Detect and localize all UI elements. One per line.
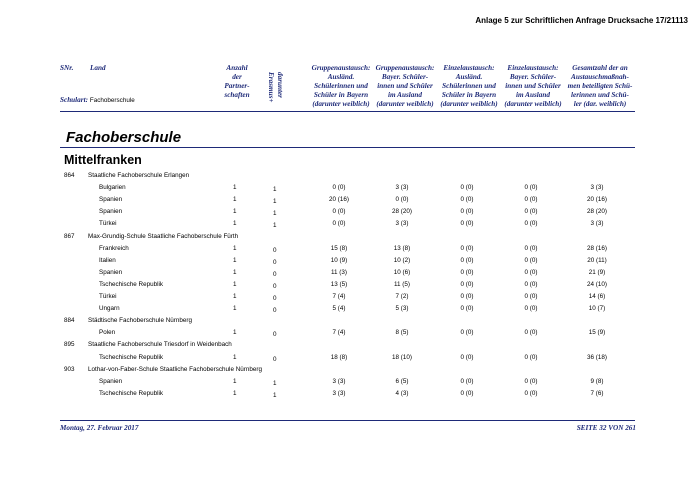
school-number: 867 [64,232,75,240]
cell-gruppen-auslaend: 5 (4) [332,305,346,313]
col-header-line: Schüler in Bayern [441,91,497,99]
cell-anzahl: 1 [233,377,237,385]
table-row [0,390,700,402]
table-row [0,208,700,220]
cell-einzel-auslaend: 0 (0) [460,353,474,361]
col-header-gruppen-auslaend [308,64,374,109]
cell-anzahl: 1 [233,256,237,264]
cell-land: Spanien [99,208,123,216]
col-header-line: Bayer. Schüler- [381,73,429,81]
cell-gruppen-bayer: 3 (3) [395,184,409,192]
cell-gruppen-auslaend: 0 (0) [332,220,346,228]
col-header-line: Gruppenaustausch: [311,64,371,72]
cell-gesamt: 3 (3) [590,220,604,228]
col-header-gesamt [563,64,637,109]
cell-gruppen-bayer: 3 (3) [395,220,409,228]
cell-darunter: 1 [273,391,277,399]
col-header-line: Ausländ. [455,73,483,81]
table-row [0,329,700,341]
cell-darunter: 0 [273,246,277,254]
col-header-gruppen-bayer [372,64,438,109]
col-header-einzel-bayer [500,64,566,109]
table-row [0,378,700,390]
col-header-line: (darunter weiblich) [504,100,562,108]
col-header-line: Gesamtzahl der an [572,64,628,72]
school-number: 884 [64,317,75,325]
cell-land: Italien [99,256,116,264]
col-header-anzahl-line: Partner- [224,82,250,90]
table-row [0,184,700,196]
section-title: Fachoberschule [66,129,182,146]
cell-land: Ungarn [99,305,120,313]
cell-gesamt: 15 (9) [588,329,606,337]
cell-einzel-auslaend: 0 (0) [460,377,474,385]
cell-gruppen-bayer: 10 (2) [393,256,411,264]
cell-land: Spanien [99,196,123,204]
cell-einzel-auslaend: 0 (0) [460,268,474,276]
cell-darunter: 0 [273,295,277,302]
table-row [0,293,700,305]
cell-einzel-bayer: 0 (0) [524,268,538,276]
cell-anzahl: 1 [233,280,237,288]
cell-gruppen-auslaend: 20 (16) [329,196,349,204]
cell-gruppen-bayer: 5 (3) [395,305,409,313]
cell-land: Bulgarien [99,184,126,192]
cell-einzel-bayer: 0 (0) [524,305,538,313]
col-header-anzahl-line: Anzahl [226,64,248,72]
cell-gruppen-bayer: 7 (2) [395,293,409,300]
col-header-line: Austauschmaßnah- [571,73,629,81]
cell-einzel-auslaend: 0 (0) [460,196,474,204]
cell-darunter: 1 [273,210,277,218]
cell-einzel-bayer: 0 (0) [524,353,538,361]
table-row [0,269,700,281]
cell-anzahl: 1 [233,353,237,361]
cell-land: Polen [99,329,116,337]
cell-darunter: 0 [273,258,277,266]
cell-gruppen-bayer: 18 (10) [392,353,412,361]
cell-anzahl: 1 [233,293,237,300]
cell-gesamt: 7 (6) [590,389,604,397]
cell-gesamt: 3 (3) [590,184,604,192]
cell-gruppen-bayer: 10 (6) [393,268,411,276]
cell-darunter: 0 [273,331,277,339]
cell-gruppen-auslaend: 0 (0) [332,208,346,216]
cell-einzel-bayer: 0 (0) [524,389,538,397]
table-row [0,220,700,232]
cell-einzel-bayer: 0 (0) [524,329,538,337]
cell-gruppen-auslaend: 7 (4) [332,329,346,337]
cell-gruppen-auslaend: 3 (3) [332,389,346,397]
schulart-value: Fachoberschule [89,97,135,104]
cell-darunter: 0 [273,355,277,363]
cell-einzel-auslaend: 0 (0) [460,244,474,252]
cell-gruppen-bayer: 28 (20) [392,208,412,216]
col-header-line: innen und Schüler [377,82,433,90]
cell-gruppen-auslaend: 15 (8) [330,244,348,252]
school-name: Staatliche Fachoberschule Triesdorf in Weidenbach [88,341,232,349]
cell-land: Tschechische Republik [99,389,164,397]
col-header-line: ler (dar. weiblich) [573,100,627,108]
cell-gesamt: 36 (18) [587,353,607,361]
col-header-line: Ausländ. [327,73,355,81]
cell-anzahl: 1 [233,208,237,216]
col-header-line: lerinnen und Schü- [571,91,629,99]
cell-gesamt: 21 (9) [588,268,606,276]
school-name: Lothar-von-Faber-Schule Staatliche Fachoberschule Nürnberg [88,365,262,373]
cell-gesamt: 9 (8) [590,377,604,385]
table-row [0,196,700,208]
col-header-line: Einzelaustausch: [507,64,559,72]
school-number: 903 [64,365,75,373]
cell-einzel-bayer: 0 (0) [524,293,538,300]
cell-einzel-auslaend: 0 (0) [460,256,474,264]
col-header-anzahl-line: der [232,73,242,81]
cell-darunter: 1 [273,379,277,387]
school-row [0,366,700,378]
header-rule [60,111,635,112]
col-header-line: Bayer. Schüler- [509,73,557,81]
col-header-darunter [266,72,284,102]
table-row [0,354,700,366]
cell-einzel-bayer: 0 (0) [524,184,538,192]
cell-anzahl: 1 [233,305,237,313]
cell-darunter: 0 [273,282,277,290]
col-header-line: im Ausland [516,91,550,99]
cell-gruppen-auslaend: 11 (3) [331,268,347,276]
cell-einzel-bayer: 0 (0) [524,244,538,252]
footer-rule [60,420,635,421]
cell-gesamt: 20 (11) [587,256,607,264]
cell-gruppen-auslaend: 18 (8) [330,353,348,361]
school-row [0,233,700,245]
school-name: Staatliche Fachoberschule Erlangen [88,172,190,179]
cell-gesamt: 28 (20) [587,208,607,216]
schulart-line [60,96,135,105]
school-number: 864 [64,172,75,179]
col-header-line: (darunter weiblich) [440,100,498,108]
col-header-line: innen und Schüler [505,82,561,90]
table-row [0,281,700,293]
cell-einzel-auslaend: 0 (0) [460,329,474,337]
cell-einzel-bayer: 0 (0) [524,220,538,228]
school-row [0,341,700,353]
cell-anzahl: 1 [233,220,237,228]
school-row [0,172,700,184]
cell-anzahl: 1 [233,389,237,397]
cell-gruppen-bayer: 11 (5) [394,280,410,288]
col-header-line: Einzelaustausch: [443,64,495,72]
document-header: Anlage 5 zur Schriftlichen Anfrage Drucksache 17/21113 [475,16,688,25]
cell-gruppen-auslaend: 7 (4) [332,293,346,300]
col-header-anzahl-line: schaften [224,91,250,99]
col-header-line: im Ausland [388,91,422,99]
schulart-label: Schulart: [60,96,88,104]
cell-gesamt: 24 (10) [587,280,607,288]
footer-page-number: SEITE 32 VON 261 [576,424,636,432]
cell-gesamt: 20 (16) [587,196,607,204]
cell-einzel-auslaend: 0 (0) [460,293,474,300]
cell-gruppen-bayer: 13 (8) [393,244,411,252]
cell-anzahl: 1 [233,184,237,192]
cell-einzel-auslaend: 0 (0) [460,305,474,313]
cell-einzel-bayer: 0 (0) [524,377,538,385]
col-header-darunter-line: Erasmus+ [267,72,275,103]
cell-gesamt: 28 (16) [587,244,607,252]
col-header-snr: SNr. [60,64,74,72]
cell-darunter: 1 [273,222,277,230]
cell-darunter: 1 [273,186,277,194]
cell-gesamt: 10 (7) [588,305,606,313]
cell-gruppen-bayer: 0 (0) [395,196,409,204]
cell-gruppen-bayer: 8 (5) [395,329,409,337]
cell-einzel-bayer: 0 (0) [524,208,538,216]
cell-gruppen-bayer: 4 (3) [395,389,409,397]
col-header-land: Land [90,64,106,72]
col-header-line: Schülerinnen und [314,82,368,90]
footer-date: Montag, 27. Februar 2017 [60,424,139,432]
col-header-line: Gruppenaustausch: [375,64,435,72]
table-row [0,305,700,317]
region-title: Mittelfranken [64,153,142,167]
cell-einzel-auslaend: 0 (0) [460,208,474,216]
table-row [0,245,700,257]
cell-darunter: 0 [273,270,277,278]
cell-gruppen-auslaend: 3 (3) [332,377,346,385]
cell-gruppen-auslaend: 10 (9) [330,256,348,264]
cell-gruppen-auslaend: 0 (0) [332,184,346,192]
cell-land: Spanien [99,268,123,276]
school-row [0,317,700,329]
cell-gruppen-auslaend: 13 (5) [330,280,348,288]
cell-anzahl: 1 [233,268,237,276]
cell-land: Frankreich [99,244,129,252]
cell-gruppen-bayer: 6 (5) [395,377,409,385]
cell-land: Türkei [99,293,117,300]
cell-anzahl: 1 [233,329,237,337]
cell-darunter: 1 [273,198,277,206]
cell-land: Spanien [99,377,123,385]
cell-einzel-auslaend: 0 (0) [460,389,474,397]
section-rule [60,147,635,148]
cell-land: Tschechische Republik [99,353,164,361]
col-header-einzel-auslaend [436,64,502,109]
cell-einzel-auslaend: 0 (0) [460,280,474,288]
col-header-line: Schüler in Bayern [313,91,369,99]
col-header-darunter-line: darunter [276,72,284,98]
cell-land: Türkei [99,220,117,228]
school-name: Städtische Fachoberschule Nürnberg [88,317,192,325]
school-name: Max-Grundig-Schule Staatliche Fachoberschule Fürth [88,232,239,240]
cell-einzel-auslaend: 0 (0) [460,220,474,228]
col-header-line: Schülerinnen und [442,82,496,90]
cell-einzel-auslaend: 0 (0) [460,184,474,192]
cell-einzel-bayer: 0 (0) [524,196,538,204]
cell-gesamt: 14 (6) [588,293,606,300]
col-header-line: men beteiligten Schü- [567,82,633,90]
cell-einzel-bayer: 0 (0) [524,280,538,288]
cell-land: Tschechische Republik [99,280,164,288]
school-number: 895 [64,341,75,349]
col-header-line: (darunter weiblich) [312,100,370,108]
col-header-line: (darunter weiblich) [376,100,434,108]
cell-darunter: 0 [273,307,277,315]
cell-anzahl: 1 [233,244,237,252]
col-header-anzahl [212,64,262,100]
cell-einzel-bayer: 0 (0) [524,256,538,264]
table-row [0,257,700,269]
cell-anzahl: 1 [233,196,237,204]
